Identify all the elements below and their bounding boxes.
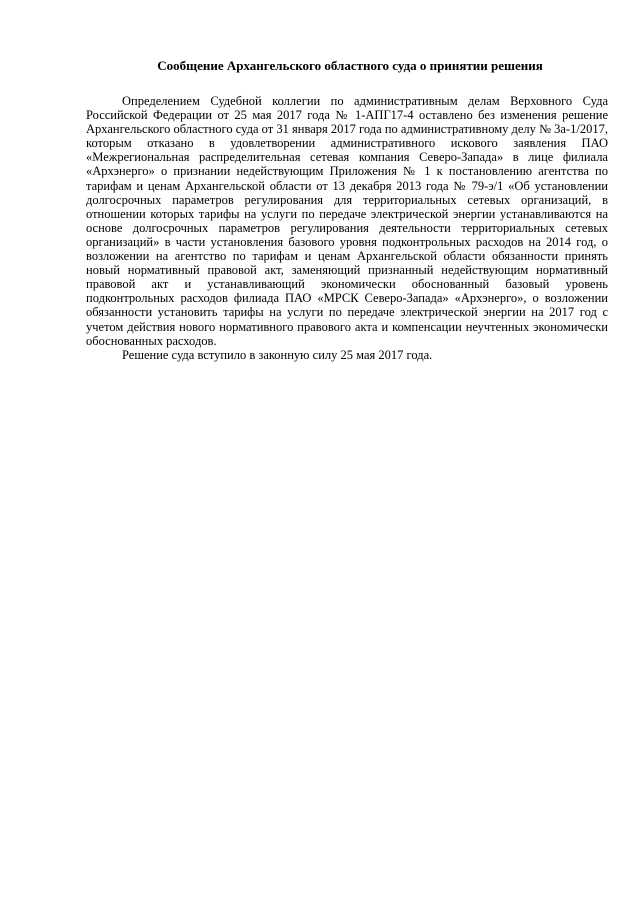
document-title: Сообщение Архангельского областного суда о принятии решения [157,58,543,73]
document-paragraph-main: Определением Судебной коллегии по административным делам Верховного Суда Российской Федерации от 25 мая 2017 года № 1-АПГ17-4 оставлено без изменения решение Архангельского областного суда от 31 января 2017 года по административному делу № 3а-1/2017, которым отказано в удовлетворении административного искового заявления ПАО «Межрегиональная распределительная сетевая компания Северо-Запада» в лице филиала «Архэнерго» о признании недействующим Приложения № 1 к постановлению агентства по тарифам и ценам Архангельской области от 13 декабря 2013 года № 79-э/1 «Об установлении долгосрочных параметров регулирования для территориальных сетевых организаций, в отношении которых тарифы на услуги по передаче электрической энергии устанавливаются на основе долгосрочных параметров регулирования деятельности территориальных сетевых организаций» в части установления базового уровня подконтрольных расходов на 2014 год, о возложении на агентство по тарифам и ценам Архангельской области обязанности принять новый нормативный правовой акт, заменяющий признанный недействующим нормативный правовой акт и устанавливающий экономически обоснованный базовый уровень подконтрольных расходов филиада ПАО «МРСК Северо-Запада» «Архэнерго», о возложении обязанности установить тарифы на услуги по передаче электрической энергии на 2017 год с учетом действия нового нормативного правового акта и компенсации неучтенных экономически обоснованных расходов. [86,94,608,348]
document-paragraph-effective-date: Решение суда вступило в законную силу 25 мая 2017 года. [122,347,433,362]
